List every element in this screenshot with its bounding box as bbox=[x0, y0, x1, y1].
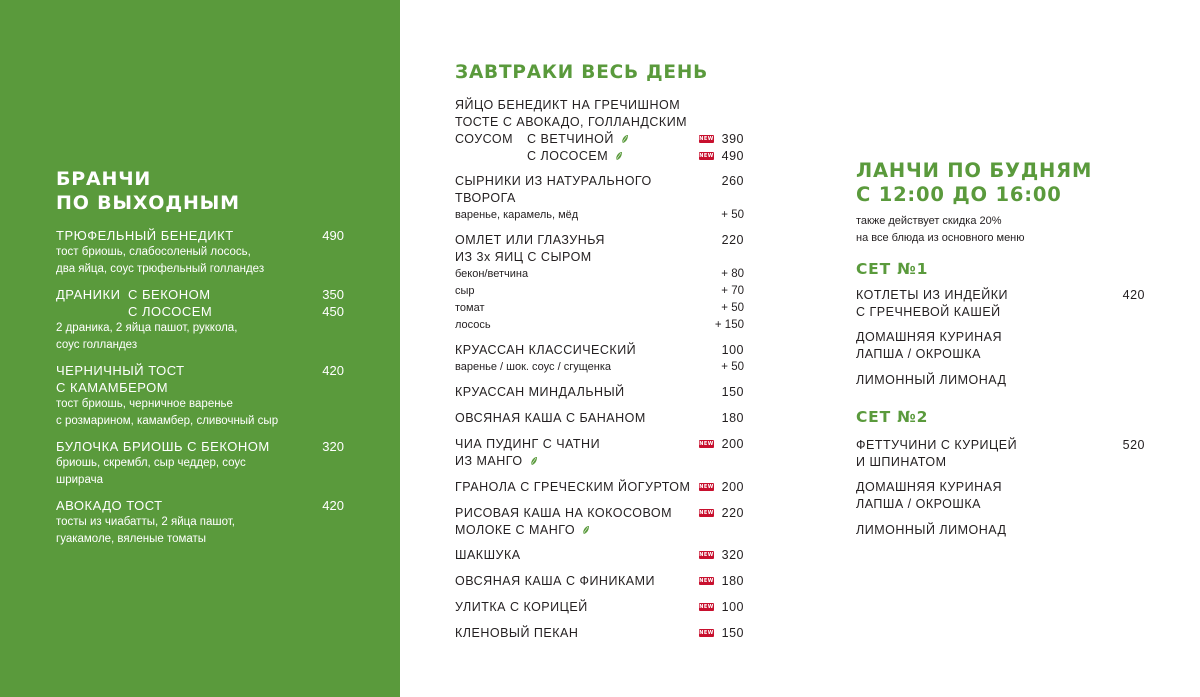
item-name: КОТЛЕТЫ ИЗ ИНДЕЙКИ bbox=[856, 288, 1009, 302]
item-option: С ВЕТЧИНОЙ bbox=[527, 132, 614, 146]
addon-label: бекон/ветчина bbox=[455, 268, 529, 280]
item-name: ЯЙЦО БЕНЕДИКТ НА ГРЕЧИШНОМ bbox=[455, 98, 681, 112]
item-name: ОМЛЕТ ИЛИ ГЛАЗУНЬЯ bbox=[455, 233, 605, 247]
addon-price: + 50 bbox=[721, 302, 744, 314]
item-price: 180 bbox=[721, 411, 744, 425]
item-name: С КАМАМБЕРОМ bbox=[56, 380, 169, 395]
addon-price: + 70 bbox=[721, 285, 744, 297]
item-description: соус голландез bbox=[56, 339, 138, 351]
item-name: ЛИМОННЫЙ ЛИМОНАД bbox=[856, 523, 1007, 537]
item-price: 390 bbox=[721, 132, 744, 146]
brunch-section-title bbox=[56, 167, 240, 215]
item-price: 180 bbox=[721, 574, 744, 588]
set-2-title: СЕТ №2 bbox=[856, 408, 929, 426]
item-description: тост бриошь, черничное варенье bbox=[56, 398, 233, 410]
set-1-item-turkey-cutlets bbox=[856, 287, 1145, 321]
breakfast-section-title: ЗАВТРАКИ ВЕСЬ ДЕНЬ bbox=[455, 62, 709, 83]
addon-label: томат bbox=[455, 302, 485, 314]
item-price: 350 bbox=[322, 287, 344, 302]
set-price: 420 bbox=[1122, 288, 1145, 302]
item-price: 320 bbox=[721, 548, 744, 562]
item-price: 490 bbox=[721, 149, 744, 163]
item-description: два яйца, соус трюфельный голландез bbox=[56, 263, 265, 275]
item-price: 320 bbox=[322, 439, 344, 454]
breakfast-item-omelette bbox=[455, 232, 744, 334]
breakfast-item-oatmeal-dates bbox=[455, 573, 744, 590]
leaf-icon bbox=[582, 525, 590, 535]
new-badge: NEW bbox=[699, 578, 714, 584]
lunch-section-title bbox=[856, 159, 1092, 207]
item-description: тост бриошь, слабосоленый лосось, bbox=[56, 246, 251, 258]
item-name: ДОМАШНЯЯ КУРИНАЯ bbox=[856, 330, 1003, 344]
item-price: 150 bbox=[721, 626, 744, 640]
item-description: 2 драника, 2 яйца пашот, руккола, bbox=[56, 322, 238, 334]
breakfast-item-maple-pecan bbox=[455, 625, 744, 642]
addon-price: + 80 bbox=[721, 268, 744, 280]
leaf-icon bbox=[621, 134, 629, 144]
item-price: 220 bbox=[721, 506, 744, 520]
addon-price: + 50 bbox=[721, 209, 744, 221]
item-price: 420 bbox=[322, 363, 344, 378]
item-price: 490 bbox=[322, 228, 344, 243]
new-badge: NEW bbox=[699, 484, 714, 490]
discount-note-line: на все блюда из основного меню bbox=[856, 232, 1025, 244]
item-name: КРУАССАН КЛАССИЧЕСКИЙ bbox=[455, 343, 637, 357]
breakfast-item-rice-porridge bbox=[455, 505, 744, 539]
item-name: ТОСТЕ С АВОКАДО, ГОЛЛАНДСКИМ bbox=[455, 115, 688, 129]
weekday-lunch-section bbox=[856, 0, 1146, 697]
item-price: 220 bbox=[721, 233, 744, 247]
brunch-item-brioche-bun bbox=[56, 438, 344, 489]
addon-label: лосось bbox=[455, 319, 491, 331]
item-name: И ШПИНАТОМ bbox=[856, 455, 947, 469]
set-2-item-lemonade bbox=[856, 522, 1145, 539]
brunch-title-line: БРАНЧИ bbox=[56, 168, 152, 190]
set-2-item-fettuccine bbox=[856, 437, 1145, 471]
breakfast-item-oatmeal-banana bbox=[455, 410, 744, 427]
item-name: АВОКАДО ТОСТ bbox=[56, 498, 163, 513]
new-badge: NEW bbox=[699, 604, 714, 610]
item-name: БУЛОЧКА БРИОШЬ С БЕКОНОМ bbox=[56, 439, 270, 454]
breakfast-item-almond-croissant bbox=[455, 384, 744, 401]
item-option: С ЛОСОСЕМ bbox=[128, 304, 213, 319]
item-name: ЛАПША / ОКРОШКА bbox=[856, 497, 981, 511]
item-option: С БЕКОНОМ bbox=[128, 287, 211, 302]
item-option: С ЛОСОСЕМ bbox=[527, 149, 609, 163]
item-name: ТВОРОГА bbox=[455, 191, 516, 205]
brunch-item-draniki bbox=[56, 286, 344, 354]
addon-price: + 150 bbox=[714, 319, 744, 331]
weekend-brunch-panel bbox=[0, 0, 400, 697]
leaf-icon bbox=[530, 456, 538, 466]
item-name: СОУСОМ bbox=[455, 132, 514, 146]
breakfast-item-classic-croissant bbox=[455, 342, 744, 376]
set-1-title: СЕТ №1 bbox=[856, 260, 929, 278]
breakfast-item-chia-pudding bbox=[455, 436, 744, 470]
discount-note-line: также действует скидка 20% bbox=[856, 215, 1002, 227]
lunch-title-line: С 12:00 ДО 16:00 bbox=[856, 183, 1062, 206]
brunch-item-blueberry-toast bbox=[56, 362, 344, 430]
addon-label: варенье, карамель, мёд bbox=[455, 209, 579, 221]
item-price: 260 bbox=[721, 174, 744, 188]
item-name: ЧИА ПУДИНГ С ЧАТНИ bbox=[455, 437, 601, 451]
item-name: СЫРНИКИ ИЗ НАТУРАЛЬНОГО bbox=[455, 174, 652, 188]
item-price: 200 bbox=[721, 480, 744, 494]
discount-note bbox=[856, 213, 1025, 247]
item-description: бриошь, скрембл, сыр чеддер, соус bbox=[56, 457, 246, 469]
item-price: 450 bbox=[322, 304, 344, 319]
item-name: ИЗ МАНГО bbox=[455, 454, 523, 468]
addon-price: + 50 bbox=[721, 361, 744, 373]
breakfast-item-syrniki bbox=[455, 173, 744, 224]
item-price: 420 bbox=[322, 498, 344, 513]
new-badge: NEW bbox=[699, 441, 714, 447]
set-price: 520 bbox=[1122, 438, 1145, 452]
item-name: ГРАНОЛА С ГРЕЧЕСКИМ ЙОГУРТОМ bbox=[455, 480, 691, 494]
item-price: 100 bbox=[721, 600, 744, 614]
addon-label: сыр bbox=[455, 285, 475, 297]
breakfast-item-eggs-benedict bbox=[455, 97, 744, 165]
new-badge: NEW bbox=[699, 552, 714, 558]
item-description: тосты из чиабатты, 2 яйца пашот, bbox=[56, 516, 235, 528]
item-price: 150 bbox=[721, 385, 744, 399]
lunch-title-line: ЛАНЧИ ПО БУДНЯМ bbox=[856, 159, 1093, 182]
brunch-title-line: ПО ВЫХОДНЫМ bbox=[56, 192, 240, 214]
item-name: ДОМАШНЯЯ КУРИНАЯ bbox=[856, 480, 1003, 494]
item-name: ОВСЯНАЯ КАША С БАНАНОМ bbox=[455, 411, 646, 425]
all-day-breakfast-section bbox=[455, 0, 745, 697]
leaf-icon bbox=[615, 151, 623, 161]
new-badge: NEW bbox=[699, 510, 714, 516]
item-name: ДРАНИКИ bbox=[56, 287, 121, 302]
item-name: ФЕТТУЧИНИ С КУРИЦЕЙ bbox=[856, 438, 1018, 452]
item-name: С ГРЕЧНЕВОЙ КАШЕЙ bbox=[856, 305, 1001, 319]
item-name: ШАКШУКА bbox=[455, 548, 521, 562]
item-price: 100 bbox=[721, 343, 744, 357]
breakfast-item-shakshuka bbox=[455, 547, 744, 564]
item-name: ТРЮФЕЛЬНЫЙ БЕНЕДИКТ bbox=[56, 228, 234, 243]
new-badge: NEW bbox=[699, 136, 714, 142]
item-description: с розмарином, камамбер, сливочный сыр bbox=[56, 415, 279, 427]
item-name: КЛЕНОВЫЙ ПЕКАН bbox=[455, 626, 579, 640]
set-2-item-chicken-noodle bbox=[856, 479, 1145, 513]
addon-label: варенье / шок. соус / сгущенка bbox=[455, 361, 611, 373]
breakfast-item-granola bbox=[455, 479, 744, 496]
new-badge: NEW bbox=[699, 630, 714, 636]
new-badge: NEW bbox=[699, 153, 714, 159]
set-1-item-lemonade bbox=[856, 372, 1145, 389]
item-description: гуакамоле, вяленые томаты bbox=[56, 533, 207, 545]
item-name: ИЗ 3х ЯИЦ С СЫРОМ bbox=[455, 250, 592, 264]
item-name: ЛАПША / ОКРОШКА bbox=[856, 347, 981, 361]
set-1-item-chicken-noodle bbox=[856, 329, 1145, 363]
item-description: шрирача bbox=[56, 474, 103, 486]
item-name: КРУАССАН МИНДАЛЬНЫЙ bbox=[455, 385, 625, 399]
item-name: МОЛОКЕ С МАНГО bbox=[455, 523, 576, 537]
brunch-item-truffle-benedict bbox=[56, 227, 344, 278]
brunch-item-avocado-toast bbox=[56, 497, 344, 548]
item-name: УЛИТКА С КОРИЦЕЙ bbox=[455, 600, 588, 614]
breakfast-item-cinnamon-roll bbox=[455, 599, 744, 616]
item-name: ЛИМОННЫЙ ЛИМОНАД bbox=[856, 373, 1007, 387]
item-name: ЧЕРНИЧНЫЙ ТОСТ bbox=[56, 363, 185, 378]
item-name: РИСОВАЯ КАША НА КОКОСОВОМ bbox=[455, 506, 673, 520]
item-price: 200 bbox=[721, 437, 744, 451]
item-name: ОВСЯНАЯ КАША С ФИНИКАМИ bbox=[455, 574, 655, 588]
